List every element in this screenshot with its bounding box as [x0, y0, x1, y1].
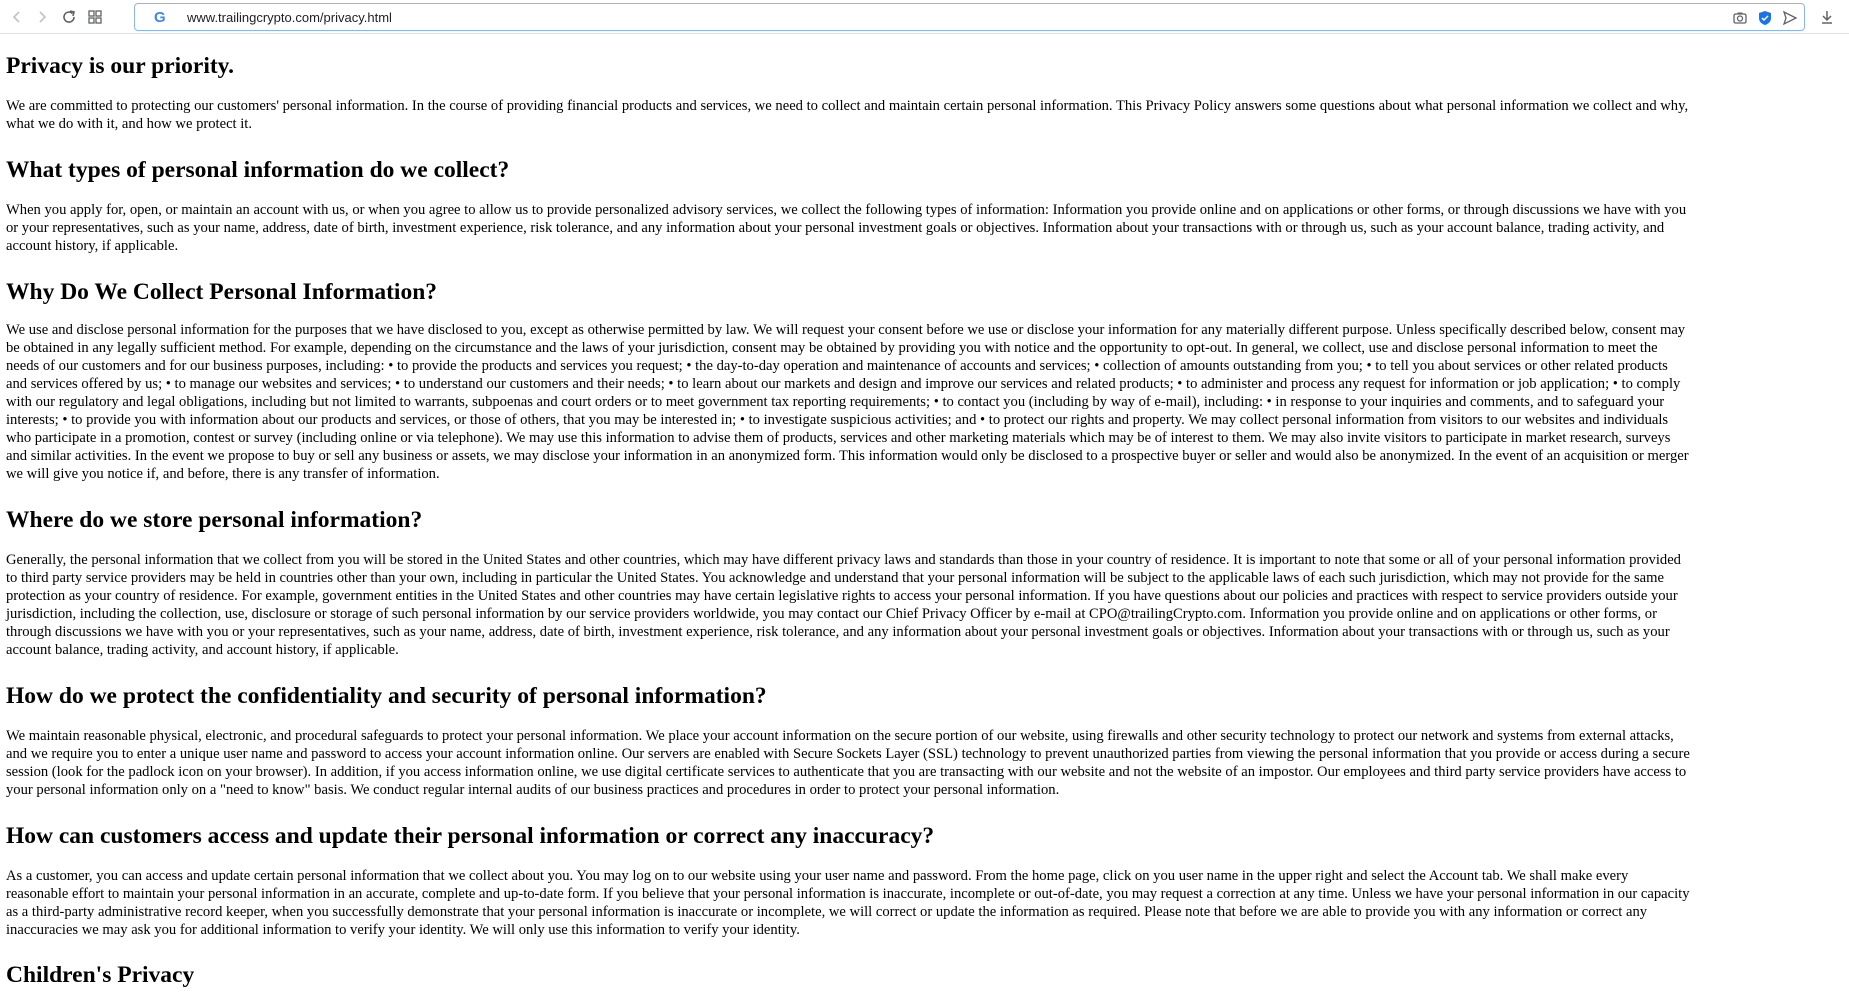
section-line: with our regulatory and legal obligations, including but not limited to warrants, subpoenas and court orders or to meet government tax reporting requirements; • to contact you (including by way of e-mail), including: • in response to your inquiries and comments, and to safeguard your: [6, 394, 1665, 410]
screenshot-button[interactable]: [1731, 9, 1749, 27]
apps-button[interactable]: [83, 5, 107, 29]
apps-grid-icon: [88, 10, 102, 24]
section-line: inaccuracies we may ask you for additional information to verify your identity. We will only use this information to verify your identity.: [6, 922, 800, 938]
send-icon: [1782, 10, 1798, 26]
google-icon: G: [154, 9, 166, 26]
download-icon: [1819, 9, 1835, 25]
url-text[interactable]: www.trailingcrypto.com/privacy.html: [187, 10, 392, 25]
section-line: we will give you notice if, and before, there is any transfer of information.: [6, 466, 440, 482]
section-line: what we do with it, and how we protect it.: [6, 116, 253, 132]
download-button[interactable]: [1815, 5, 1839, 29]
reload-icon: [61, 9, 77, 25]
section-line: Generally, the personal information that we collect from you will be stored in the United States and other countries, which may have different privacy laws and standards than those in your country of residence. It is important to note that some or all of your personal information provided: [6, 552, 1681, 568]
section-line: who participate in a promotion, contest or survey (including online or via telephone). We may use this information to advise them of products, services and other marketing materials which may be of interest to them. We may also invite visitors to participate in market research, surveys: [6, 430, 1671, 446]
section-line: We are committed to protecting our customers' personal information. In the course of providing financial products and services, we need to collect and maintain certain personal information. This Privacy Policy answers some questions about what personal information we collect and why,: [6, 98, 1689, 114]
section-privacy-priority: [6, 53, 1688, 133]
section-line: as a third-party administrative record keeper, when you successfully demonstrate that your personal information is inaccurate or incomplete, we will correct or update the information as required. Please note that before we are able to provide you with any information or correct any: [6, 904, 1648, 920]
back-arrow-icon: [10, 10, 24, 24]
section-line: interests; • to provide you with information about our products and services, or those of others, that you may be interested in; • to investigate suspicious activities; and • to protect our rights and property. We may collect personal information from visitors to our websites and individuals: [6, 412, 1669, 428]
section-line: and we require you to enter a unique user name and password to access your account information online. Our servers are enabled with Secure Sockets Layer (SSL) technology to prevent unauthorized parties from viewing the personal information that you provide or access during a secure: [6, 746, 1690, 762]
section-heading: Privacy is our priority.: [6, 53, 235, 79]
camera-icon: [1732, 10, 1748, 26]
section-where-store: [6, 507, 1681, 659]
section-line: reasonable effort to maintain your personal information in an accurate, complete and up-to-date form. If you believe that your personal information is inaccurate, incomplete or out-of-date, you may request a correction at any time. Unless we have your personal information in our capacity: [6, 886, 1690, 902]
address-bar[interactable]: [134, 3, 1805, 31]
shield-button[interactable]: [1756, 9, 1774, 27]
section-line: We maintain reasonable physical, electronic, and procedural safeguards to protect your personal information. We place your account information on the secure portion of our website, using firewalls and other security technology to protect our network and systems from external attacks,: [6, 728, 1674, 744]
section-line: account history, if applicable.: [6, 238, 179, 254]
section-heading: What types of personal information do we collect?: [6, 157, 510, 183]
section-line: or your representatives, such as your name, address, date of birth, investment experience, risk tolerance, and any information about your personal investment goals or objectives. Information about your transactions with or through us, such as your account balance, trading activity, and: [6, 220, 1665, 236]
section-line: your personal information only on a "need to know" basis. We conduct regular internal audits of our business practices and procedures in order to protect your personal information.: [6, 782, 1060, 798]
send-button[interactable]: [1781, 9, 1799, 27]
section-line: jurisdiction, including the collection, use, disclosure or storage of such personal information by our service providers worldwide, you may contact our Chief Privacy Officer by e-mail at CPO@trailingCrypto.com. Information you provide online and on applications or other forms, or: [6, 606, 1657, 622]
section-access-update: [6, 823, 1690, 939]
section-heading: Why Do We Collect Personal Information?: [6, 279, 438, 305]
shield-icon: [1757, 10, 1773, 26]
back-button[interactable]: [5, 5, 29, 29]
section-why-collect: [6, 279, 1689, 483]
forward-button[interactable]: [30, 5, 54, 29]
section-line: session (look for the padlock icon on your browser). In addition, if you access information online, we use digital certificate services to authenticate that you are transacting with our website and not the website of an impostor. Our employees and third party service providers have access to: [6, 764, 1687, 780]
section-line: As a customer, you can access and update certain personal information that we collect about you. You may log on to our website using your user name and password. From the home page, click on you user name in the upper right and select the Account tab. We shall make every: [6, 868, 1629, 884]
reload-button[interactable]: [57, 5, 81, 29]
section-heading: How do we protect the confidentiality and security of personal information?: [6, 683, 767, 709]
section-children: [6, 962, 194, 989]
section-heading: How can customers access and update their personal information or correct any inaccuracy?: [6, 823, 935, 849]
section-line: and services offered by us; • to manage our websites and services; • to understand our customers and their needs; • to learn about our markets and design and improve our services and related products; • to administer and process any request for information or job application; • to comply: [6, 376, 1681, 392]
section-line: account balance, trading activity, and account history, if applicable.: [6, 642, 399, 658]
section-line: needs of our customers and for our business purposes, including: • to provide the products and services you request; • the day-to-day operation and maintenance of accounts and services; • collection of amounts outstanding from you; • to tell you about services or other related products: [6, 358, 1668, 374]
section-line: be obtained in any legally sufficient method. For example, depending on the circumstance and the laws of your jurisdiction, consent may be obtained by providing you with notice and the opportunity to opt-out. In general, we collect, use and disclose personal information to meet the: [6, 340, 1658, 356]
section-info-types: [6, 157, 1686, 255]
section-line: and similar activities. In the event we propose to buy or sell any business or assets, we may disclose your information in an anonymized form. This information would only be disclosed to a prospective buyer or seller and would also be anonymized. In the event of an acquisition or merger: [6, 448, 1689, 464]
section-line: protection as your country of residence. For example, government entities in the United States and other countries may have certain legislative rights to access your personal information. If you have questions about our policies and practices with respect to service providers outside your: [6, 588, 1678, 604]
section-protect: [6, 683, 1690, 799]
section-line: We use and disclose personal information for the purposes that we have disclosed to you, except as otherwise permitted by law. We will request your consent before we use or disclose your information for any materially different purpose. Unless specifically described below, consent may: [6, 322, 1686, 338]
browser-toolbar: [0, 0, 1849, 34]
forward-arrow-icon: [35, 10, 49, 24]
section-line: to third party service providers may be held in countries other than your own, including in particular the United States. You acknowledge and understand that your personal information will be subject to the applicable laws of each such jurisdiction, which may not provide for the same: [6, 570, 1664, 586]
section-heading: Where do we store personal information?: [6, 507, 423, 533]
section-heading: Children's Privacy: [6, 962, 195, 988]
section-line: When you apply for, open, or maintain an account with us, or when you agree to allow us to provide personalized advisory services, we collect the following types of information: Information you provide online and on applications or other forms, or through discussions we have with you: [6, 202, 1687, 218]
section-line: through discussions we have with you or your representatives, such as your name, address, date of birth, investment experience, risk tolerance, and any information about your personal investment goals or objectives. Information about your transactions with or through us, such as your: [6, 624, 1670, 640]
